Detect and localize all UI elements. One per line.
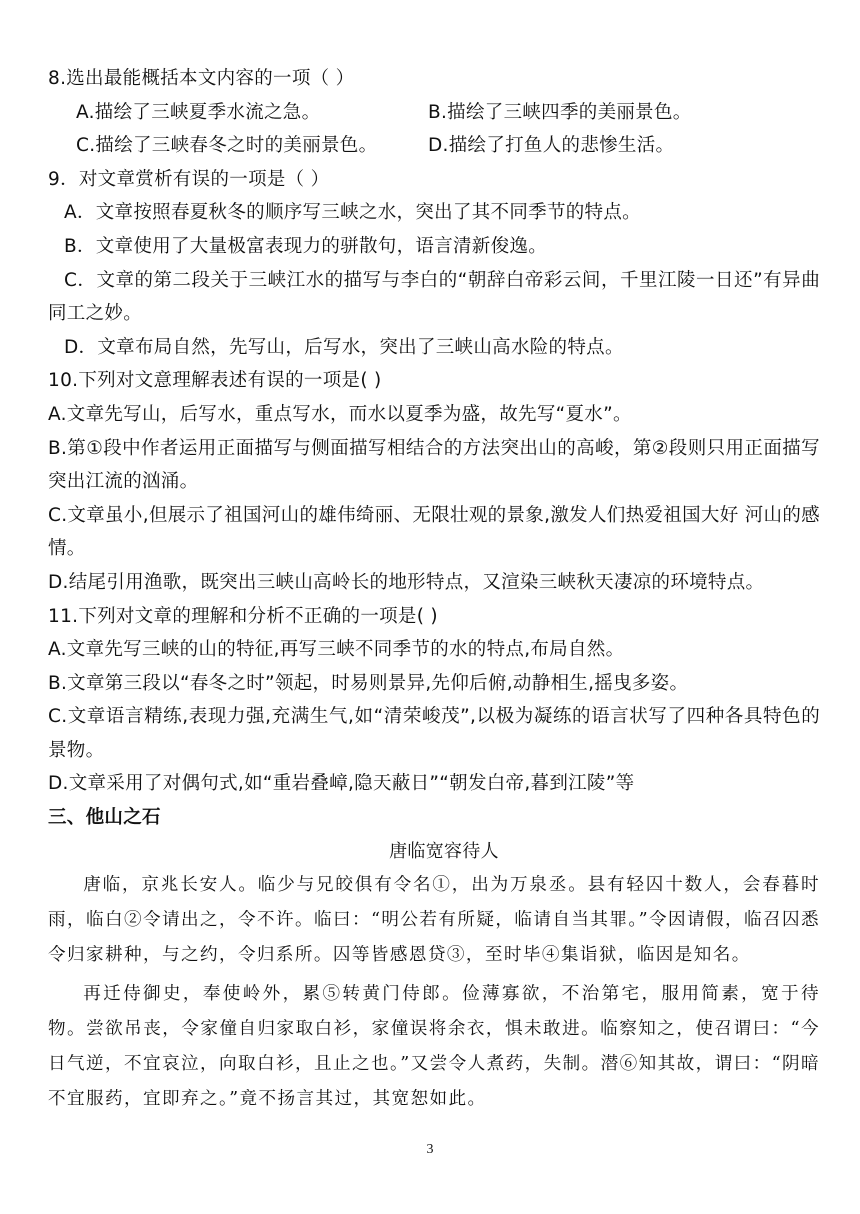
question-9-option-c: C．文章的第二段关于三峡江水的描写与李白的“朝辞白帝彩云间，千里江陵一日还”有异曲同工之妙。 bbox=[48, 269, 820, 325]
question-11-option-a: A.文章先写三峡的山的特征,再写三峡不同季节的水的特点,布局自然。 bbox=[48, 639, 625, 661]
question-9-option-a: A．文章按照春夏秋冬的顺序写三峡之水，突出了其不同季节的特点。 bbox=[64, 202, 641, 224]
question-8-option-b: B.描绘了三峡四季的美丽景色。 bbox=[428, 101, 692, 123]
question-9-option-d: D．文章布局自然，先写山，后写水，突出了三峡山高水险的特点。 bbox=[64, 336, 624, 358]
question-8-stem: 8.选出最能概括本文内容的一项（ ） bbox=[48, 68, 355, 89]
document-page bbox=[48, 62, 820, 1117]
question-8-option-c: C.描绘了三峡春冬之时的美丽景色。 bbox=[76, 135, 378, 157]
page-number: 3 bbox=[426, 1142, 434, 1157]
question-9-stem: 9．对文章赏析有误的一项是（ ） bbox=[48, 168, 330, 190]
question-11-option-c: C.文章语言精练,表现力强,充满生气,如“清荣峻茂”,以极为凝练的语言状写了四种各具特色的景物。 bbox=[48, 706, 820, 761]
passage-paragraph-1: 唐临，京兆长安人。临少与兄皎俱有令名①，出为万泉丞。县有轻囚十数人，会春暮时雨，临白②令请出之，令不许。临曰：“明公若有所疑，临请自当其罪。”令因请假，临召囚悉令归家耕种，与之约，令归系所。囚等皆感恩贷③，至时毕④集诣狱，临因是知名。 bbox=[48, 875, 820, 966]
question-9-option-b: B．文章使用了大量极富表现力的骈散句，语言清新俊逸。 bbox=[64, 235, 547, 257]
question-11-option-d: D.文章采用了对偶句式,如“重岩叠嶂,隐天蔽日”“朝发白帝,暮到江陵”等 bbox=[48, 773, 635, 795]
section-3-heading: 三、他山之石 bbox=[48, 807, 161, 829]
question-10-option-a: A.文章先写山，后写水，重点写水，而水以夏季为盛，故先写“夏水”。 bbox=[48, 403, 632, 425]
question-10-stem: 10.下列对文意理解表述有误的一项是( ) bbox=[48, 370, 382, 392]
question-8-options-row-1 bbox=[48, 96, 820, 130]
question-8-options-row-2 bbox=[48, 129, 820, 163]
question-8-option-d: D.描绘了打鱼人的悲惨生活。 bbox=[428, 135, 675, 157]
question-8-option-a: A.描绘了三峡夏季水流之急。 bbox=[76, 101, 321, 123]
question-11-option-b: B.文章第三段以“春冬之时”领起，时易则景异,先仰后俯,动静相生,摇曳多姿。 bbox=[48, 672, 689, 694]
question-10-option-c: C.文章虽小,但展示了祖国河山的雄伟绮丽、无限壮观的景象,激发人们热爱祖国大好 河山的感情。 bbox=[48, 504, 820, 560]
question-10-option-d: D.结尾引用渔歌，既突出三峡山高岭长的地形特点，又渲染三峡秋天凄凉的环境特点。 bbox=[48, 571, 765, 593]
question-11-stem: 11.下列对文章的理解和分析不正确的一项是( ) bbox=[48, 605, 438, 627]
passage-paragraph-2: 再迁侍御史，奉使岭外，累⑤转黄门侍郎。俭薄寡欲，不治第宅，服用简素，宽于待物。尝欲吊丧，令家僮自归家取白衫，家僮误将余衣，惧未敢进。临察知之，使召谓曰：“今日气逆，不宜哀泣，向取白衫，且止之也。”又尝令人煮药，失制。潜⑥知其故，谓曰：“阴暗不宜服药，宜即弃之。”竟不扬言其过，其宽恕如此。 bbox=[48, 984, 820, 1110]
question-10-option-b: B.第①段中作者运用正面描写与侧面描写相结合的方法突出山的高峻，第②段则只用正面描写突出江流的汹涌。 bbox=[48, 437, 820, 493]
passage-title: 唐临宽容待人 bbox=[389, 840, 499, 862]
